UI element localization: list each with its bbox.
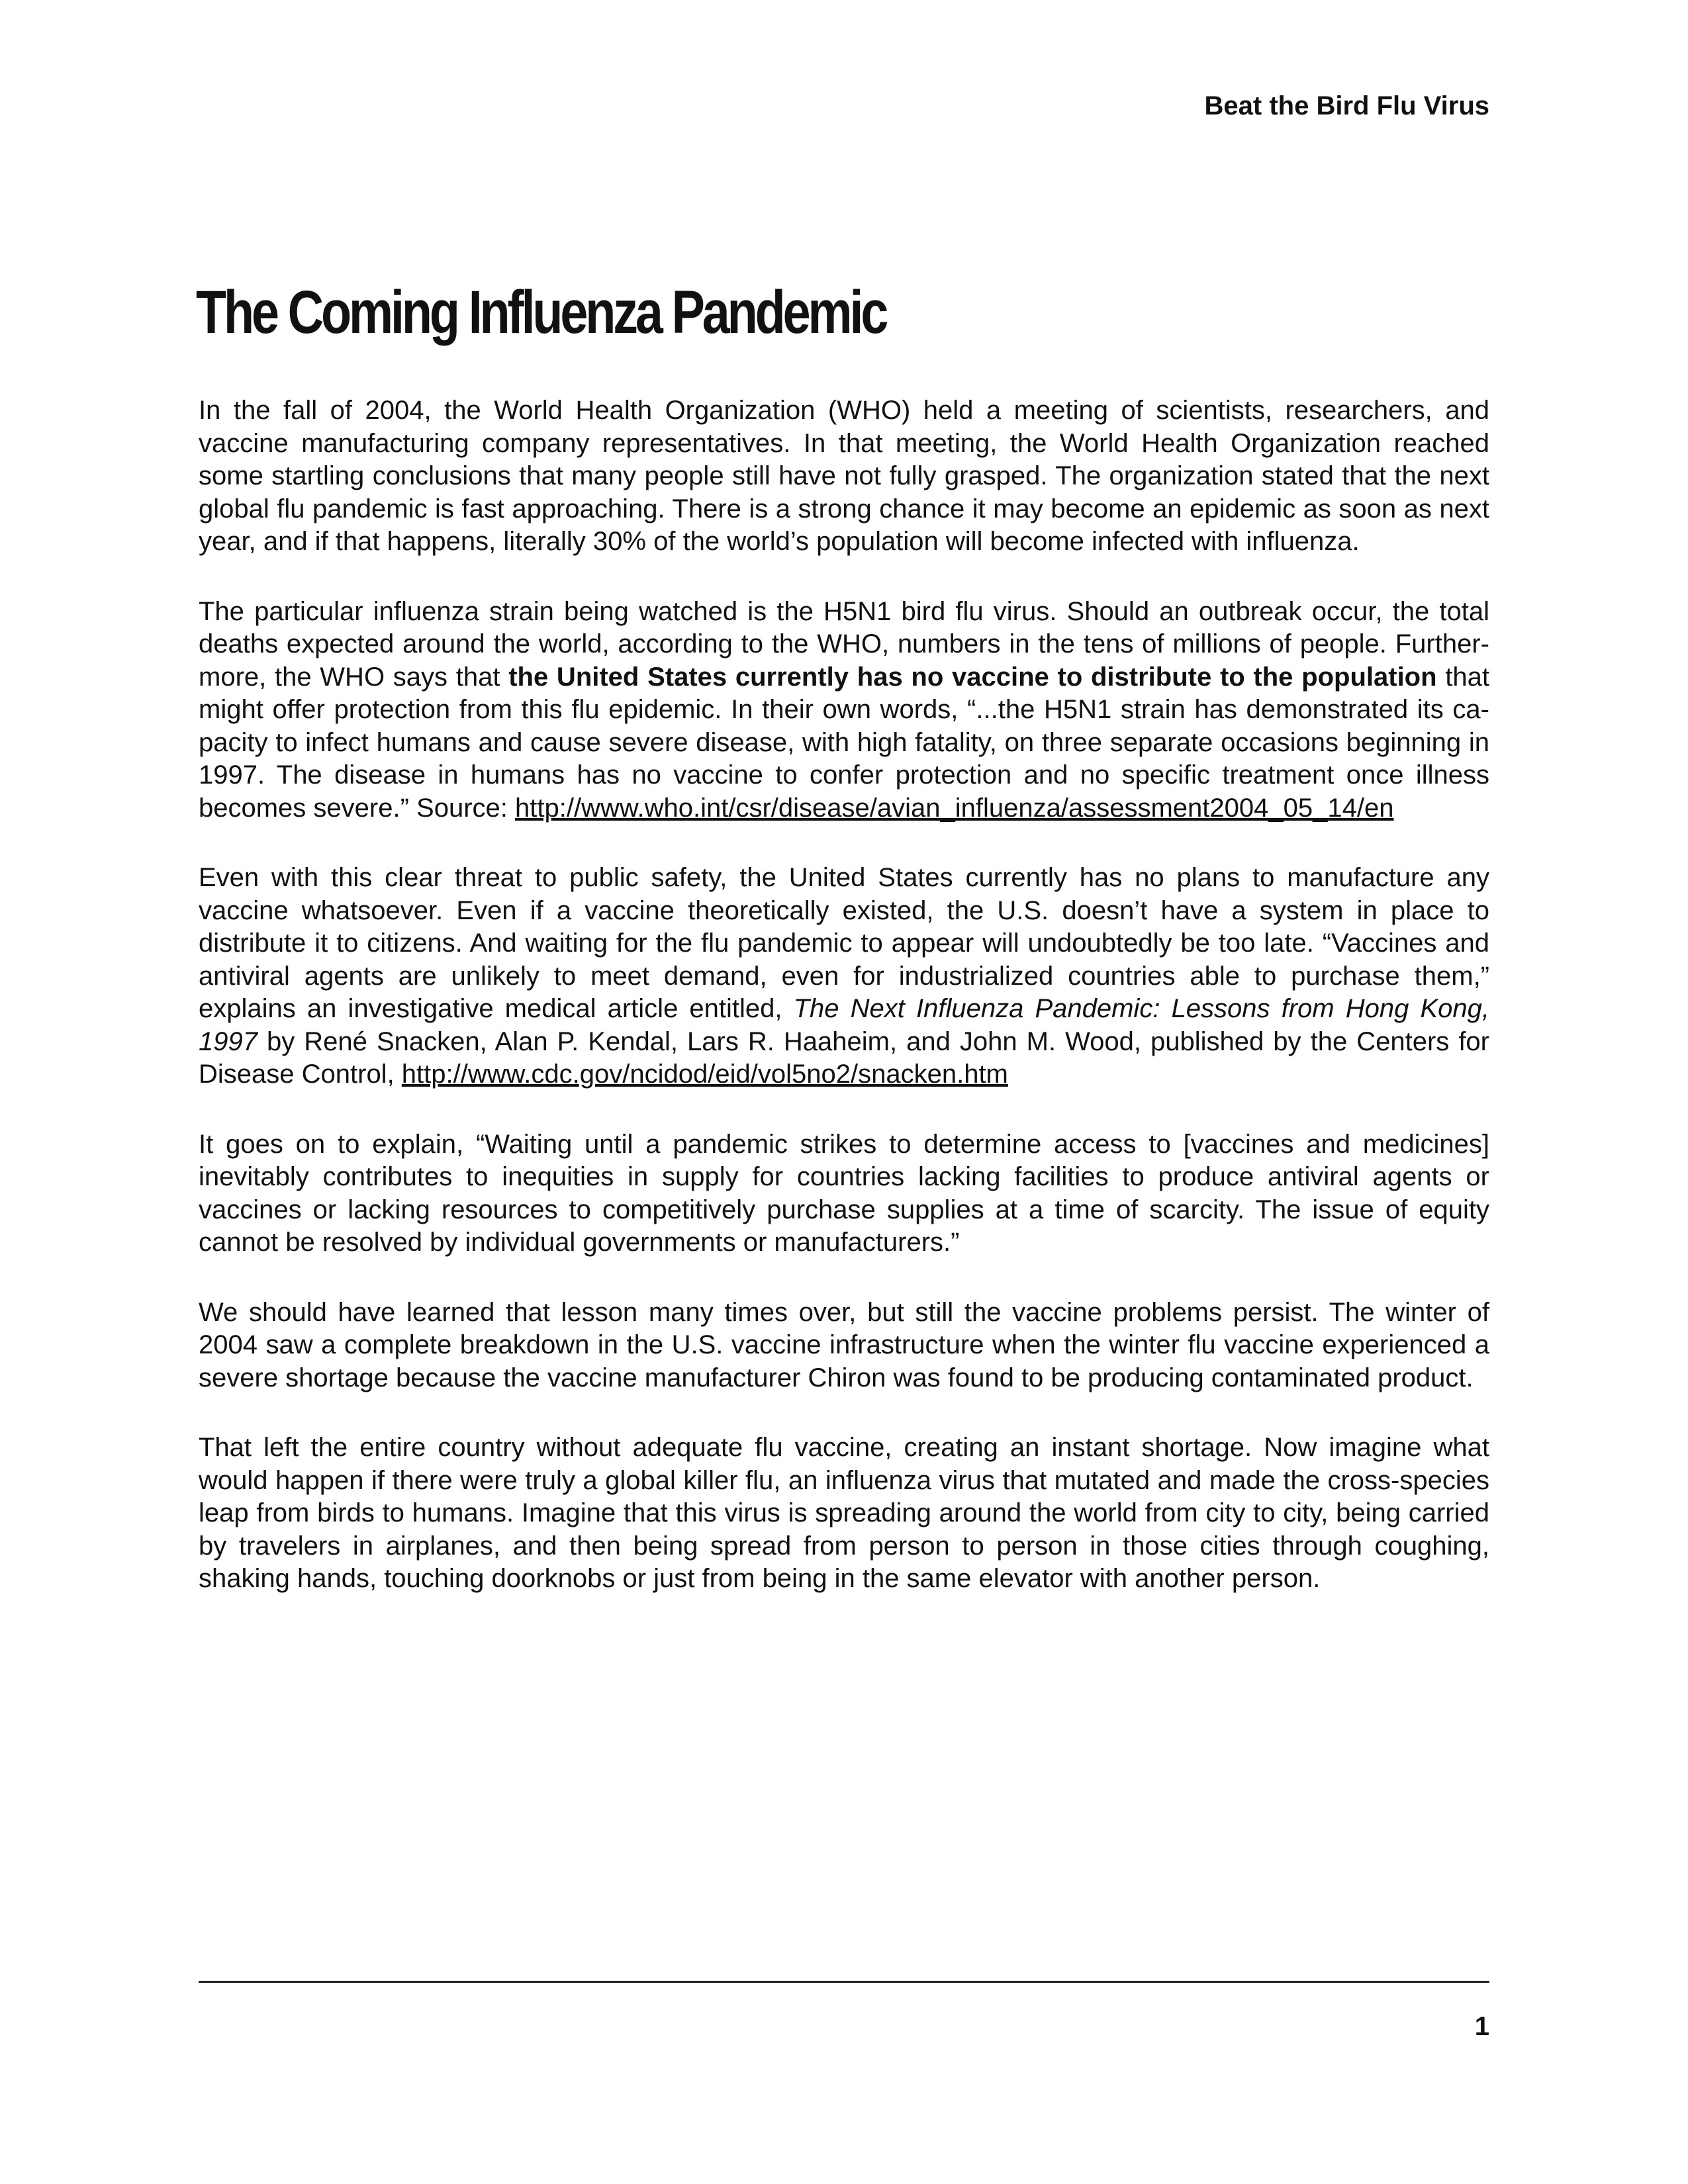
paragraph-3-text: Even with this clear threat to public safety, the United States currently has no plans to manufacture any vaccine whatsoever. Even if a vaccine theoretically existed, the U.S. doesn’t have a system in place to distribute it to citizens. And waiting for the flu pandemic to appear will undoubtedly be too late. “Vaccines and antiviral agents are unlikely to meet demand, even for industrialized countries able to purchase them,” explains an investigative medical article entitled, <box>199 863 1489 1023</box>
paragraph-2 <box>199 596 1489 825</box>
paragraph-5: We should have learned that lesson many times over, but still the vaccine problems persist. The winter of 2004 saw a complete breakdown in the U.S. vaccine infrastructure when the winter flu vaccine experienced a severe shortage because the vaccine manufacturer Chiron was found to be producing contaminated product. <box>199 1297 1489 1392</box>
article-body <box>199 394 1489 1633</box>
article-title-citation: The Next Influenza Pandemic: Lessons from Hong Kong, 1997 <box>199 994 1489 1056</box>
paragraph-2-text-cont: that might offer protection from this flu epidemic. In their own words, “...the H5N1 strain has demonstrated its capacity to infect humans and cause severe disease, with high fatality, on three separate occasions beginning in 1997. The disease in humans has no vaccine to confer protection and no specific treatment once illness becomes severe.” Source: <box>199 662 1489 823</box>
paragraph-2-text: The particular influenza strain being watched is the H5N1 bird flu virus. Should an outbreak occur, the total deaths expected around the world, according to the WHO, numbers in the tens of millions of people. Furthermore, the WHO says that <box>199 596 1489 692</box>
footer-divider <box>199 1981 1489 1983</box>
paragraph-4: It goes on to explain, “Waiting until a pandemic strikes to determine access to [vaccines and medicines] inevitably contributes to inequities in supply for countries lacking facilities to produce antiviral agents or vaccines or lacking resources to competitively purchase supplies at a time of scarcity. The issue of equity cannot be resolved by individual governments or manufacturers.” <box>199 1129 1489 1257</box>
paragraph-6: That left the entire country without adequate flu vaccine, creating an instant shortage. Now imagine what would happen if there were truly a global killer flu, an influenza virus that mutated and made the cross-species leap from birds to humans. Imagine that this virus is spreading around the world from city to city, being carried by travelers in airplanes, and then being spread from person to person in those cities through coughing, shaking hands, touching doorknobs or just from being in the same elevator with another person. <box>199 1433 1489 1593</box>
paragraph-2-emphasis: the United States currently has no vaccine to distribute to the population <box>508 662 1437 692</box>
page-number: 1 <box>1474 2012 1489 2041</box>
page-title: The Coming Influenza Pandemic <box>196 279 886 346</box>
paragraph-3-text-cont: by René Snacken, Alan P. Kendal, Lars R. Haaheim, and John M. Wood, published by the Centers for Disease Control, <box>199 1026 1489 1089</box>
paragraph-1: In the fall of 2004, the World Health Organization (WHO) held a meeting of scientists, researchers, and vaccine manufacturing company representatives. In that meeting, the World Health Organization reached some startling conclusions that many people still have not fully grasped. The organization stated that the next global flu pandemic is fast approaching. There is a strong chance it may become an epidemic as soon as next year, and if that happens, literally 30% of the world’s population will become infected with influenza. <box>199 396 1489 556</box>
cdc-source-link[interactable]: http://www.cdc.gov/ncidod/eid/vol5no2/snacken.htm <box>401 1060 1008 1089</box>
paragraph-3 <box>199 862 1489 1091</box>
who-source-link[interactable]: http://www.who.int/csr/disease/avian_influenza/assessment2004_05_14/en <box>515 793 1394 823</box>
running-header: Beat the Bird Flu Virus <box>1204 91 1489 120</box>
